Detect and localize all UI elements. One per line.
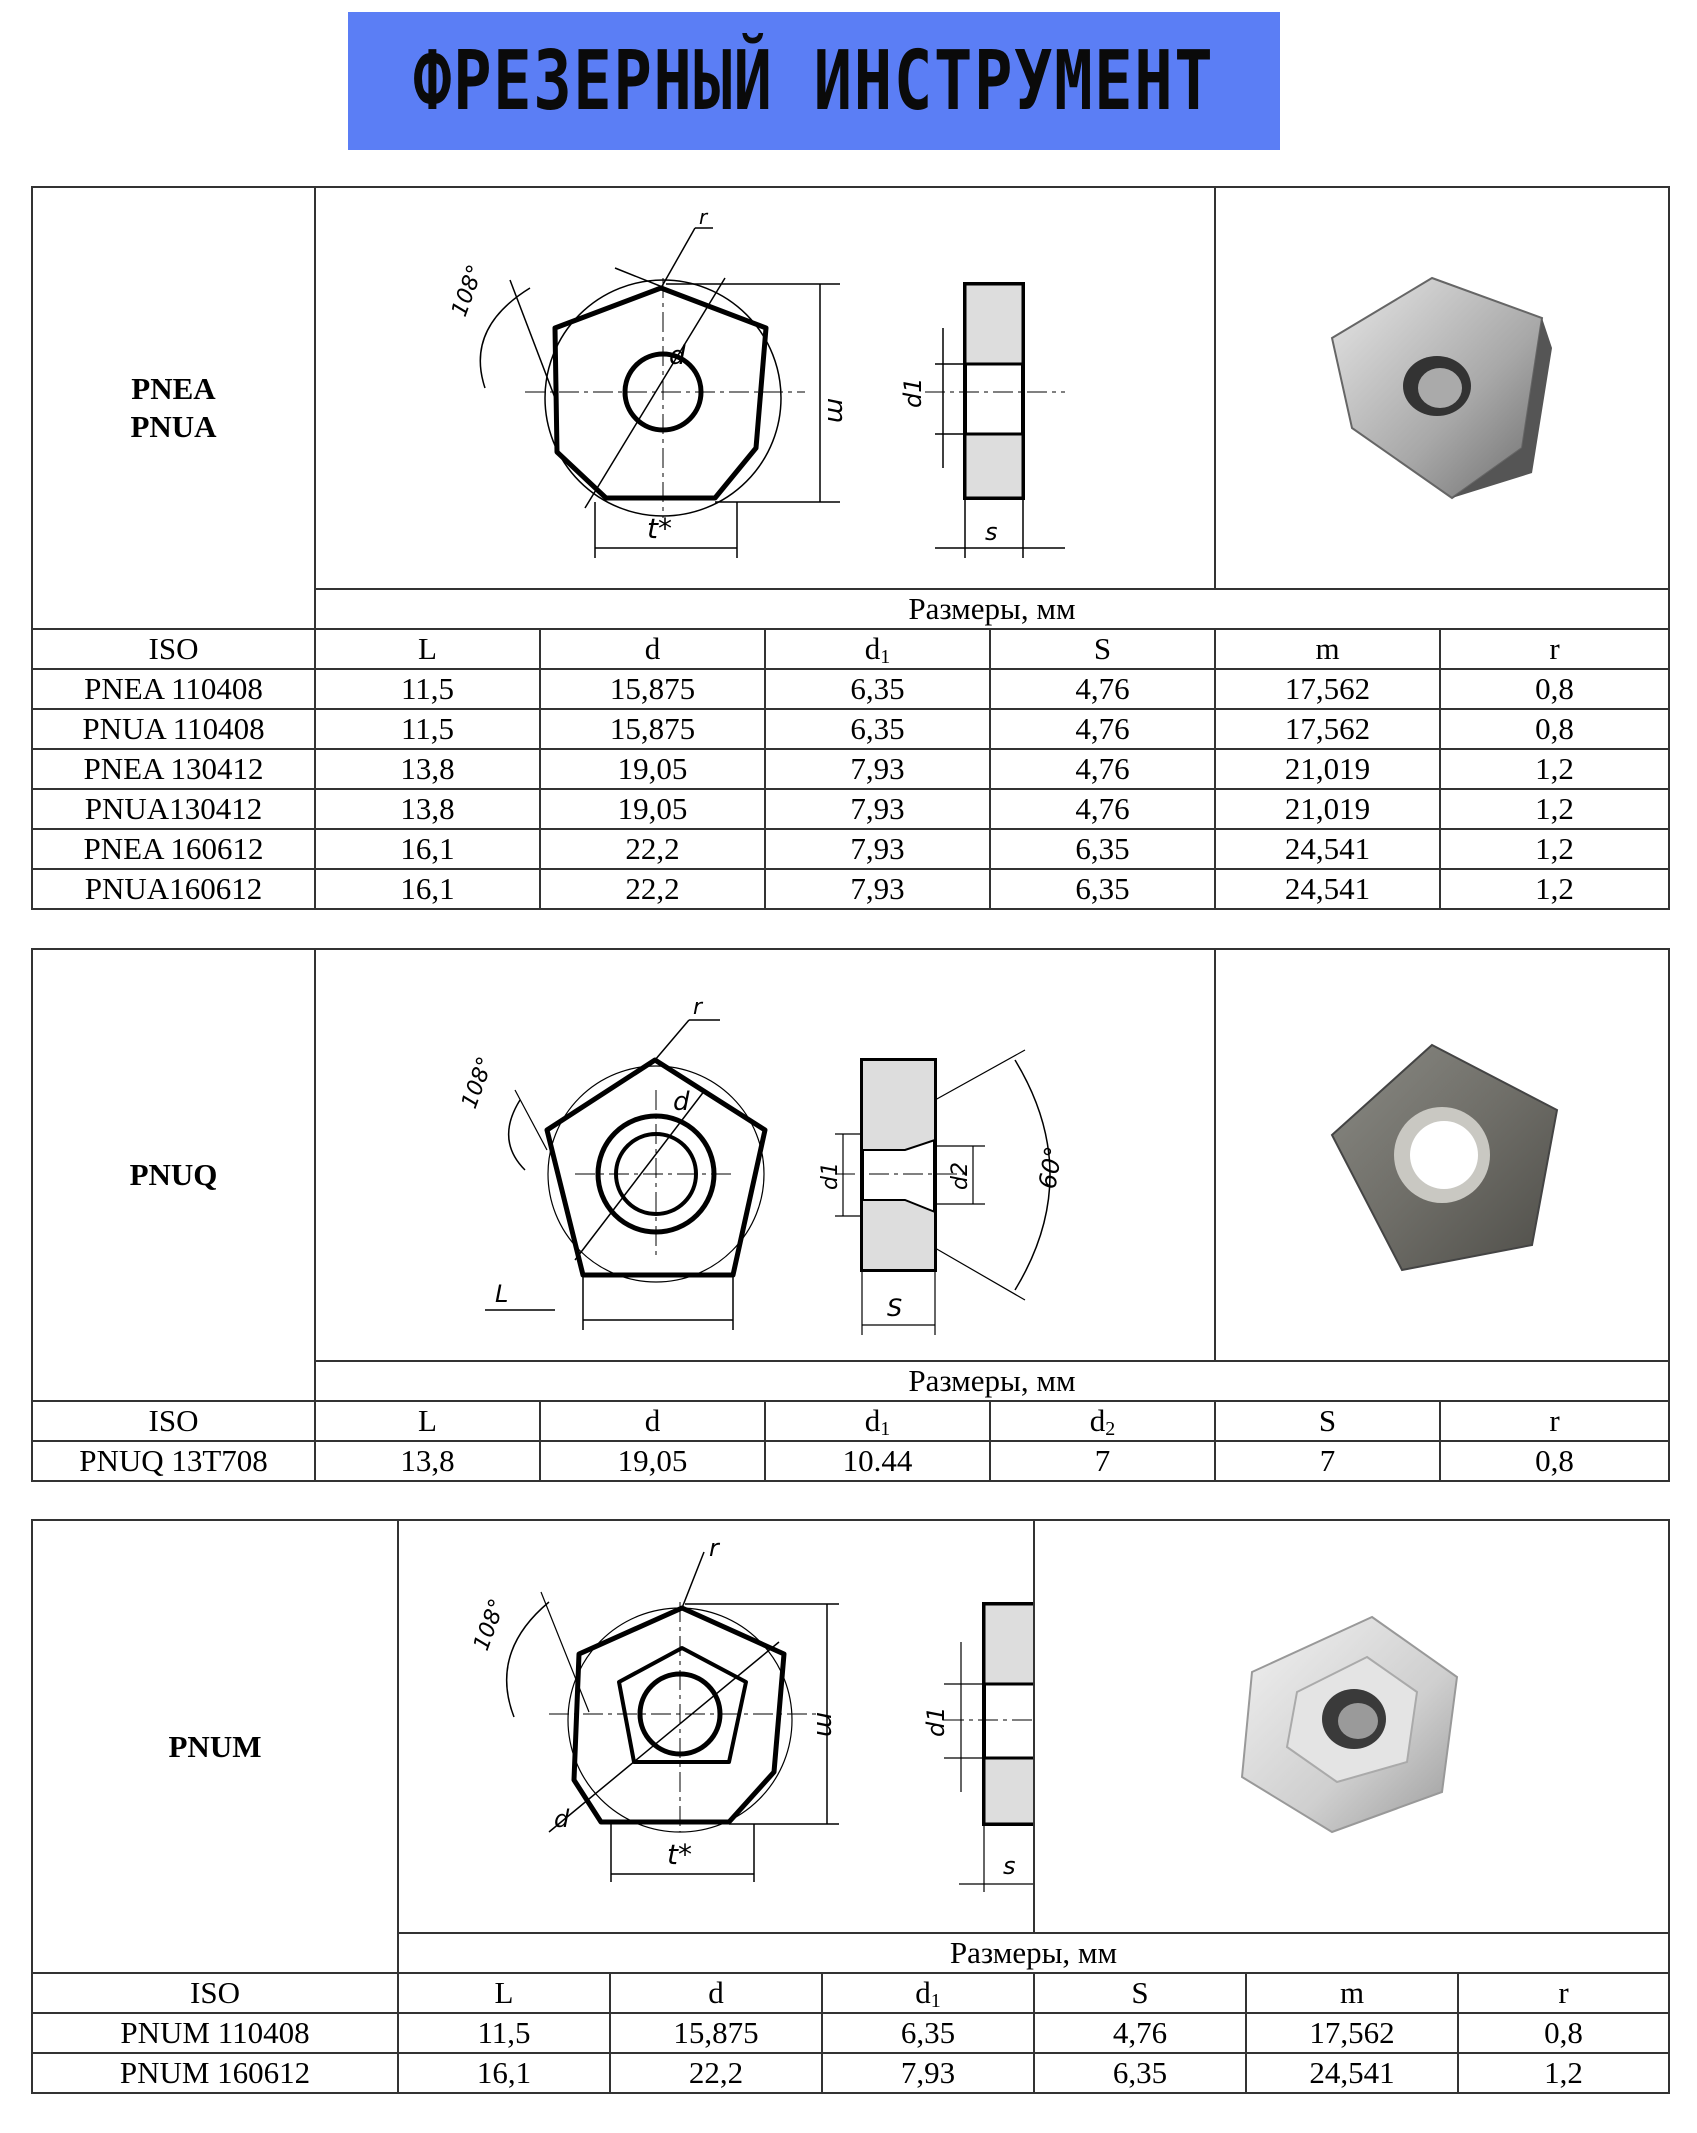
edge-t-label: t* [647,512,672,545]
radius-label: r [699,205,708,229]
table-cell: 0,8 [1440,669,1669,709]
column-header: $d_1$ [822,1973,1034,2013]
table-cell: PNUM 110408 [32,2013,398,2053]
table-cell: 1,2 [1440,829,1669,869]
table-cell: 0,8 [1440,1441,1669,1481]
section-pnea-pnua [31,186,1668,910]
table-cell: 6,35 [990,869,1215,909]
table-cell: PNUA160612 [32,869,315,909]
column-header: d [540,1401,765,1441]
page-title: ФРЕЗЕРНЫЙ ИНСТРУМЕНТ [413,33,1215,129]
table-cell: 19,05 [540,1441,765,1481]
table-cell: PNUQ 13T708 [32,1441,315,1481]
sizes-label: Размеры, мм [315,1361,1669,1401]
table-row [32,669,1669,709]
table-cell: 21,019 [1215,789,1440,829]
column-header: $d_1$ [765,629,990,669]
table-cell: 22,2 [540,829,765,869]
technical-drawing [398,1520,1034,1933]
column-header: d [610,1973,822,2013]
table-cell: 10.44 [765,1441,990,1481]
height-m-label: m [821,398,851,424]
table-cell: 6,35 [990,829,1215,869]
section-pnum [31,1519,1668,2094]
table-cell: PNUA130412 [32,789,315,829]
table-row [32,829,1669,869]
table-cell: PNEA 110408 [32,669,315,709]
pnum-drawing [399,1522,1034,1932]
d1-label: d1 [922,1705,950,1737]
angle-60-label: 60° [1033,1144,1069,1192]
column-header: ISO [32,629,315,669]
insert-name-line: PNUQ [129,1157,218,1192]
angle-label: 108° [447,261,489,321]
table-row [32,749,1669,789]
title-banner [348,12,1280,150]
table-cell: 24,541 [1215,869,1440,909]
table-cell: 19,05 [540,789,765,829]
radius-label: r [709,1533,719,1562]
pnuq-drawing [325,950,1205,1360]
table-cell: 7 [1215,1441,1440,1481]
table-cell: 7,93 [765,869,990,909]
table-cell: 7,93 [765,789,990,829]
table-cell: 11,5 [398,2013,610,2053]
table-cell: 4,76 [990,709,1215,749]
technical-drawing [315,949,1215,1361]
column-header: r [1440,629,1669,669]
table-cell: PNEA 160612 [32,829,315,869]
column-header: S [1215,1401,1440,1441]
table-cell: 1,2 [1440,869,1669,909]
table-cell: 13,8 [315,789,540,829]
table-cell: 4,76 [990,749,1215,789]
table-cell: 16,1 [398,2053,610,2093]
table-cell: 16,1 [315,869,540,909]
table-cell: 6,35 [1034,2053,1246,2093]
table-row [32,709,1669,749]
insert-type-name [32,949,315,1401]
table-row [32,789,1669,829]
column-header: S [990,629,1215,669]
table-cell: 13,8 [315,749,540,789]
table-cell: 15,875 [540,709,765,749]
table-cell: 17,562 [1215,709,1440,749]
column-header: m [1215,629,1440,669]
table-cell: 4,76 [1034,2013,1246,2053]
table-row [32,2013,1669,2053]
table-cell: 24,541 [1246,2053,1458,2093]
insert-type-name [32,1520,398,1973]
d2-label: d2 [948,1162,973,1190]
diameter-label: d [669,341,686,371]
edge-t-label: t* [667,1837,692,1871]
table-cell: 6,35 [765,709,990,749]
spec-table-pnea-pnua [31,186,1670,910]
column-header: r [1458,1973,1669,2013]
table-cell: 13,8 [315,1441,540,1481]
table-header-row [32,1973,1669,2013]
column-header: $d_2$ [990,1401,1215,1441]
table-cell: 11,5 [315,669,540,709]
column-header: ISO [32,1973,398,2013]
insert-photo [1215,949,1669,1361]
sizes-label: Размеры, мм [315,589,1669,629]
column-header: r [1440,1401,1669,1441]
table-cell: 17,562 [1215,669,1440,709]
column-header: L [315,629,540,669]
table-cell: 4,76 [990,669,1215,709]
d1-label: d1 [818,1162,843,1190]
table-cell: PNUA 110408 [32,709,315,749]
pentagon-insert-image [1302,1015,1582,1295]
table-cell: 22,2 [610,2053,822,2093]
section-pnuq [31,948,1668,1482]
spec-table-pnum [31,1519,1670,2094]
table-cell: 21,019 [1215,749,1440,789]
table-cell: 0,8 [1440,709,1669,749]
table-row [32,1441,1669,1481]
table-cell: 6,35 [765,669,990,709]
height-m-label: m [810,1711,840,1737]
insert-name-line: PNUM [168,1728,262,1764]
table-cell: 15,875 [540,669,765,709]
table-cell: 7,93 [765,749,990,789]
length-L-label: L [495,1280,509,1308]
table-header-row [32,629,1669,669]
technical-drawing [315,187,1215,589]
table-cell: 0,8 [1458,2013,1669,2053]
table-cell: 22,2 [540,869,765,909]
table-cell: PNUM 160612 [32,2053,398,2093]
table-cell: 7,93 [822,2053,1034,2093]
thickness-s-label: s [985,518,998,546]
table-header-row [32,1401,1669,1441]
table-cell: 1,2 [1440,789,1669,829]
insert-name-line: PNUA [130,409,217,444]
insert-type-name [32,187,315,629]
insert-name-line: PNEA [131,371,216,406]
thickness-s-label: s [1003,1851,1016,1880]
pentagon-insert-image [1222,1597,1482,1857]
table-row [32,869,1669,909]
table-cell: 1,2 [1440,749,1669,789]
angle-label: 108° [457,1053,499,1113]
table-cell: 4,76 [990,789,1215,829]
pentagon-insert-image [1312,258,1572,518]
column-header: $d_1$ [765,1401,990,1441]
column-header: d [540,629,765,669]
column-header: m [1246,1973,1458,2013]
table-cell: PNEA 130412 [32,749,315,789]
spec-table-pnuq [31,948,1670,1482]
table-cell: 19,05 [540,749,765,789]
angle-label: 108° [469,1595,511,1654]
column-header: ISO [32,1401,315,1441]
table-cell: 15,875 [610,2013,822,2053]
d1-label: d1 [899,377,927,408]
insert-photo [1034,1520,1669,1933]
thickness-s-label: S [887,1294,903,1322]
diameter-label: d [673,1087,690,1117]
sizes-label: Размеры, мм [398,1933,1669,1973]
table-cell: 11,5 [315,709,540,749]
radius-label: r [693,995,703,1020]
table-cell: 7,93 [765,829,990,869]
table-cell: 6,35 [822,2013,1034,2053]
table-cell: 1,2 [1458,2053,1669,2093]
insert-photo [1215,187,1669,589]
column-header: L [398,1973,610,2013]
pnea-drawing [325,188,1205,588]
table-row [32,2053,1669,2093]
column-header: L [315,1401,540,1441]
column-header: S [1034,1973,1246,2013]
table-cell: 16,1 [315,829,540,869]
table-cell: 24,541 [1215,829,1440,869]
table-cell: 17,562 [1246,2013,1458,2053]
diameter-label: d [554,1804,570,1833]
table-cell: 7 [990,1441,1215,1481]
